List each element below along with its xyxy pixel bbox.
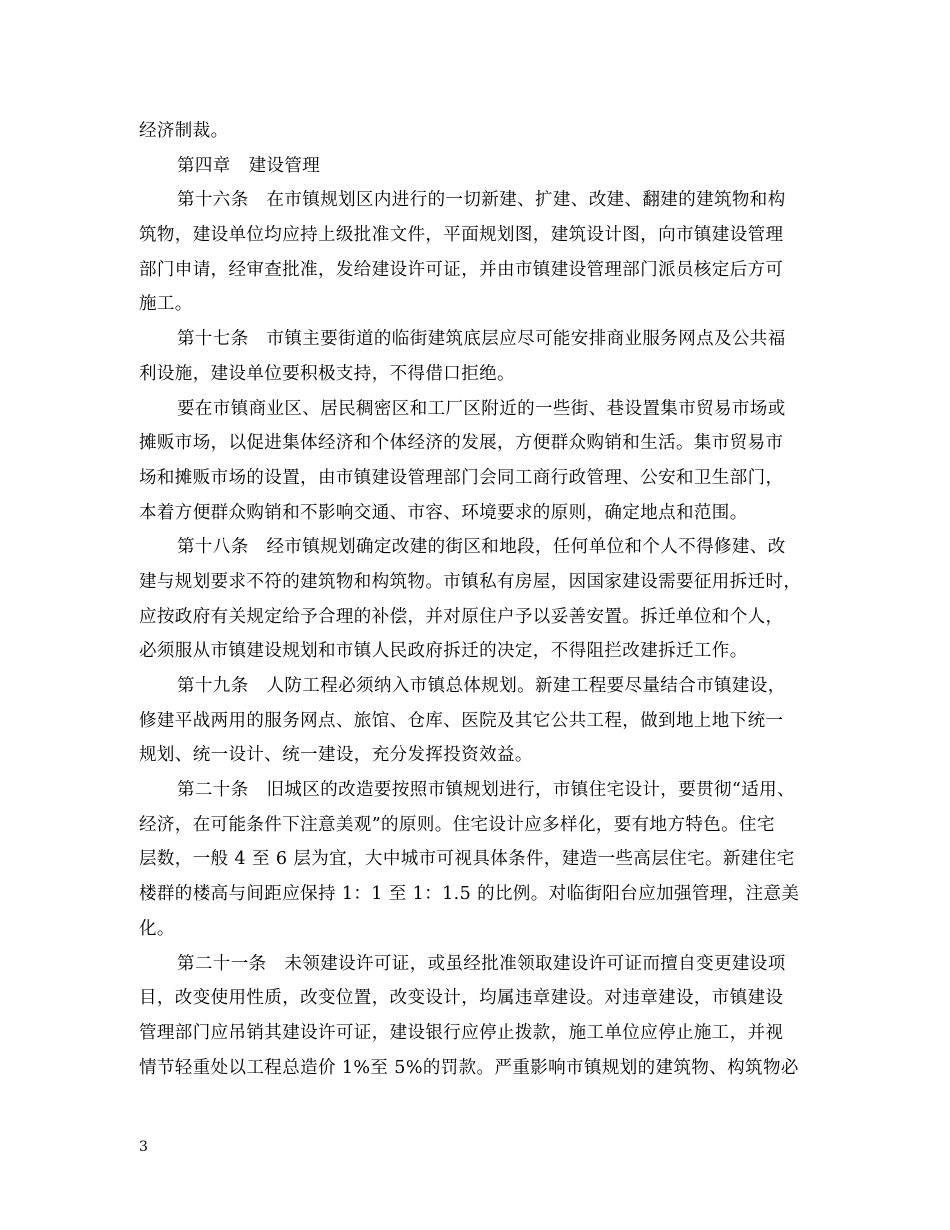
text-line: 本着方便群众购销和不影响交通、市容、环境要求的原则，确定地点和范围。 — [139, 502, 748, 523]
text-line: 管理部门应吊销其建设许可证，建设银行应停止拨款，施工单位应停止施工，并视 — [139, 1022, 784, 1043]
text-line: 第二十条 旧城区的改造要按照市镇规划进行，市镇住宅设计，要贯彻“适用、 — [177, 780, 795, 801]
text-line: 部门申请，经审查批准，发给建设许可证，并由市镇建设管理部门派员核定后方可 — [139, 259, 784, 280]
text-line: 要在市镇商业区、居民稠密区和工厂区附近的一些街、巷设置集市贸易市场或 — [177, 398, 786, 419]
text-line: 第十六条 在市镇规划区内进行的一切新建、扩建、改建、翻建的建筑物和构 — [177, 190, 786, 211]
text-line: 经济制裁。 — [139, 121, 229, 141]
text-line: 情节轻重处以工程总造价 1%至 5%的罚款。严重影响市镇规划的建筑物、构筑物必 — [139, 1057, 799, 1078]
text-line: 楼群的楼高与间距应保持 1：1 至 1：1.5 的比例。对临街阳台应加强管理，注意美 — [139, 884, 800, 905]
page-number: 3 — [139, 1139, 148, 1155]
text-line: 修建平战两用的服务网点、旅馆、仓库、医院及其它公共工程，做到地上地下统一 — [139, 710, 784, 731]
text-line: 第十八条 经市镇规划确定改建的街区和地段，任何单位和个人不得修建、改 — [177, 537, 786, 558]
text-line: 利设施，建设单位要积极支持，不得借口拒绝。 — [139, 363, 515, 384]
text-line: 场和摊贩市场的设置，由市镇建设管理部门会同工商行政管理、公安和卫生部门， — [139, 467, 784, 488]
document-body — [139, 114, 811, 1085]
text-line: 第十七条 市镇主要街道的临街建筑底层应尽可能安排商业服务网点及公共福 — [177, 329, 786, 350]
chapter-heading: 第四章 建设管理 — [177, 155, 321, 176]
text-line: 建与规划要求不符的建筑物和构筑物。市镇私有房屋，因国家建设需要征用拆迁时， — [139, 571, 802, 592]
text-line: 筑物，建设单位均应持上级批准文件，平面规划图，建筑设计图，向市镇建设管理 — [139, 225, 784, 246]
text-line: 应按政府有关规定给予合理的补偿，并对原住户予以妥善安置。拆迁单位和个人， — [139, 606, 784, 627]
text-line: 第十九条 人防工程必须纳入市镇总体规划。新建工程要尽量结合市镇建设， — [177, 676, 786, 696]
text-line: 施工。 — [139, 294, 193, 315]
text-line: 目，改变使用性质，改变位置，改变设计，均属违章建设。对违章建设，市镇建设 — [139, 988, 784, 1009]
text-line: 层数，一般 4 至 6 层为宜，大中城市可视具体条件，建造一些高层住宅。新建住宅 — [139, 849, 795, 870]
text-line: 必须服从市镇建设规划和市镇人民政府拆迁的决定，不得阻拦改建拆迁工作。 — [139, 641, 748, 662]
text-line: 第二十一条 未领建设许可证，或虽经批准领取建设许可证而擅自变更建设项 — [177, 953, 786, 974]
text-line: 化。 — [139, 918, 175, 939]
text-line: 摊贩市场，以促进集体经济和个体经济的发展，方便群众购销和生活。集市贸易市 — [139, 433, 784, 454]
text-line: 规划、统一设计、统一建设，充分发挥投资效益。 — [139, 745, 533, 766]
text-line: 经济，在可能条件下注意美观”的原则。住宅设计应多样化，要有地方特色。住宅 — [139, 814, 775, 835]
